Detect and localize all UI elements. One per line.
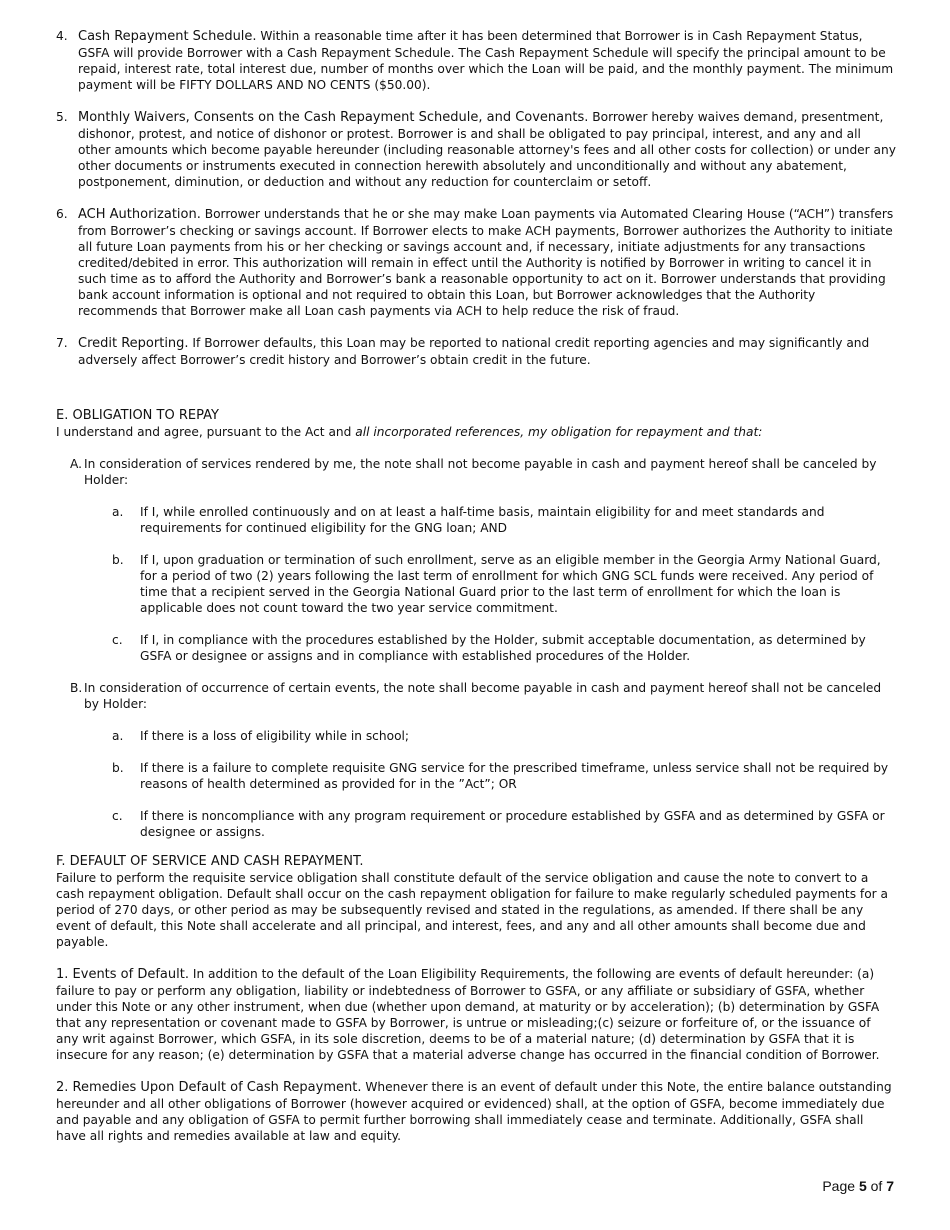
clause-7 bbox=[56, 335, 896, 368]
document-page bbox=[56, 28, 896, 1144]
section-f-intro: Failure to perform the requisite service obligation shall constitute default of the service obligation and cause the note to convert to a cash repayment obligation. Default shall occur on the cash repayment obligation for failure to make regularly scheduled payments for a period of 270 days, or other period as may be subsequently revised and stated in the regulations, as amended. If there shall be any event of default, this Note shall accelerate and all principal, and interest, fees, and any and all other amounts shall become due and payable. bbox=[56, 871, 889, 949]
item-text: In consideration of services rendered by me, the note shall not become payable in cash and payment hereof shall be canceled by Holder: bbox=[84, 457, 877, 487]
clause-text: Borrower hereby waives demand, presentment, dishonor, protest, and notice of dishonor or protest. Borrower is and shall be obligated to pay principal, interest, and any and all other amounts which become payable hereunder (including reasonable attorney's fees and all other costs for collection) or under any other documents or instruments executed in connection herewith absolutely and unconditionally and without any abatement, postponement, diminution, or deduction and without any reduction for counterclaim or setoff. bbox=[78, 110, 896, 189]
item-letter: B. bbox=[70, 681, 83, 695]
section-e-item-a bbox=[70, 456, 896, 488]
sub-item: c. If there is noncompliance with any program requirement or procedure established by GSFA and as determined by GSFA or designee or assigns. bbox=[112, 809, 885, 839]
clause-6 bbox=[56, 206, 896, 319]
clause-text: Within a reasonable time after it has been determined that Borrower is in Cash Repayment Status, GSFA will provide Borrower with a Cash Repayment Schedule. The Cash Repayment Schedule will specify the principal amount to be repaid, interest rate, total interest due, number of months over which the Loan will be paid, and the monthly payment. The minimum payment will be FIFTY DOLLARS AND NO CENTS ($50.00). bbox=[78, 29, 894, 92]
sub-item: c. If I, in compliance with the procedures established by the Holder, submit acceptable documentation, as determined by GSFA or designee or assigns and in compliance with established procedures of the Holder. bbox=[112, 633, 866, 663]
sub-item: b. If I, upon graduation or termination of such enrollment, serve as an eligible member in the Georgia Army National Guard, for a period of two (2) years following the last term of enrollment for which GNG SCL funds were received. Any period of time that a recipient served in the Georgia National Guard prior to the last term of enrollment for which the loan is applicable does not count toward the two year service commitment. bbox=[112, 553, 881, 615]
current-page: 5 bbox=[858, 1178, 867, 1194]
sub-item: b. If there is a failure to complete requisite GNG service for the prescribed timeframe, unless service shall not be required by reasons of health determined as provided for in the ”Act”; OR bbox=[112, 761, 889, 791]
sub-item: a. If there is a loss of eligibility while in school; bbox=[112, 729, 410, 743]
item-letter: A. bbox=[70, 457, 82, 471]
clause-5 bbox=[56, 109, 896, 190]
page-number: Page 5 of 7 bbox=[822, 1178, 894, 1194]
clause-heading: Monthly Waivers, Consents on the Cash Repayment Schedule, and Covenants. bbox=[78, 110, 589, 125]
clause-heading: Credit Reporting. bbox=[78, 336, 189, 351]
clause-text: If Borrower defaults, this Loan may be reported to national credit reporting agencies and may significantly and adversely affect Borrower’s credit history and Borrower’s obtain credit in the future. bbox=[78, 336, 870, 367]
clause-heading: ACH Authorization. bbox=[78, 207, 201, 222]
section-e-intro: I understand and agree, pursuant to the Act and all incorporated references, my obligation for repayment and that: bbox=[56, 425, 763, 439]
clause-4 bbox=[56, 28, 896, 93]
clause-number: 6. bbox=[56, 207, 68, 221]
clause-heading: Cash Repayment Schedule. bbox=[78, 29, 257, 44]
section-e-title: E. OBLIGATION TO REPAY bbox=[56, 408, 219, 423]
remedies-upon-default: 2. Remedies Upon Default of Cash Repayment. Whenever there is an event of default under this Note, the entire balance outstanding hereunder and all other obligations of Borrower (however acquired or evidenced) shall, at the option of GSFA, become immediately due and payable and any obligation of GSFA to permit further borrowing shall immediately cease and terminate. Additionally, GSFA shall have all rights and remedies available at law and equity. bbox=[56, 1080, 892, 1143]
events-of-default: 1. Events of Default. In addition to the default of the Loan Eligibility Requirements, the following are events of default hereunder: (a) failure to pay or perform any obligation, liability or indebtedness of Borrower to GSFA, or any affiliate or subsidiary of GSFA, whether under this Note or any other instrument, when due (whether upon demand, at maturity or by acceleration); (b) determination by GSFA that any representation or covenant made to GSFA by Borrower, is untrue or misleading;(c) seizure or forfeiture of, or the issuance of any writ against Borrower, which GSFA, in its sole discretion, deems to be of a material nature; (d) determination by GSFA that it is insecure for any reason; (e) determination by GSFA that a material adverse change has occurred in the financial condition of Borrower. bbox=[56, 967, 880, 1062]
item-text: In consideration of occurrence of certain events, the note shall become payable in cash and payment hereof shall not be canceled by Holder: bbox=[84, 681, 882, 711]
clause-number: 7. bbox=[56, 336, 68, 350]
clause-number: 4. bbox=[56, 29, 68, 43]
sub-item: a. If I, while enrolled continuously and on at least a half-time basis, maintain eligibility for and meet standards and requirements for continued eligibility for the GNG loan; AND bbox=[112, 505, 825, 535]
total-pages: 7 bbox=[886, 1178, 894, 1194]
section-e-item-b bbox=[70, 680, 896, 712]
clause-text: Borrower understands that he or she may make Loan payments via Automated Clearing House (“ACH”) transfers from Borrower’s checking or savings account. If Borrower elects to make ACH payments, Borrower authorizes the Authority to initiate all future Loan payments from his or her checking or savings account and, if necessary, initiate adjustments for any transactions credited/debited in error. This authorization will remain in effect until the Authority is notified by Borrower in writing to cancel it in such time as to afford the Authority and Borrower’s bank a reasonable opportunity to act on it. Borrower understands that providing bank account information is optional and not required to obtain this Loan, but Borrower acknowledges that the Authority recommends that Borrower make all Loan cash payments via ACH to help reduce the risk of fraud. bbox=[78, 207, 894, 318]
section-f-title: F. DEFAULT OF SERVICE AND CASH REPAYMENT. bbox=[56, 854, 364, 869]
clause-number: 5. bbox=[56, 110, 68, 124]
